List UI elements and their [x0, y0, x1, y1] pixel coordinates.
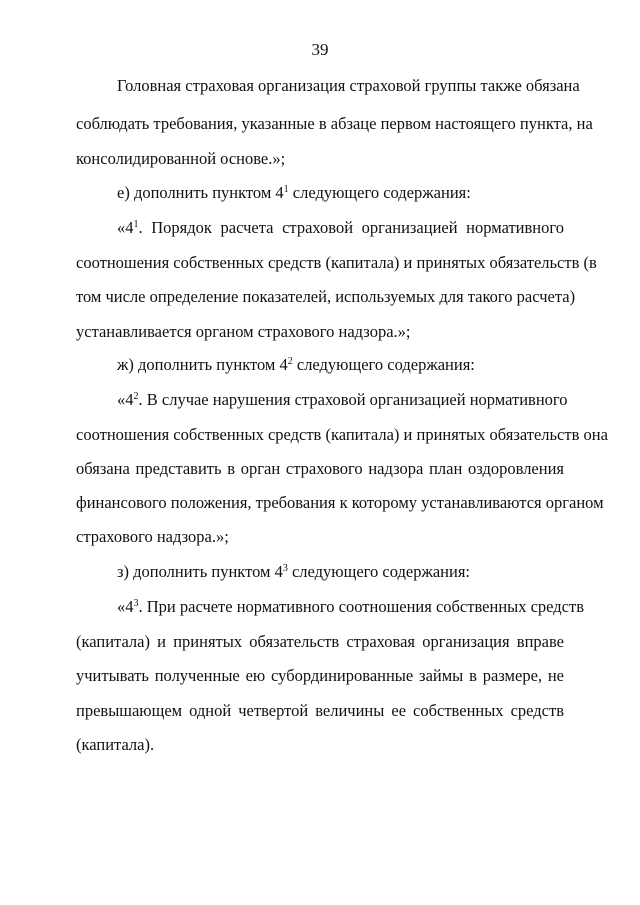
- superscript: 2: [287, 356, 293, 367]
- text-line-9-rest: следующего содержания:: [292, 355, 475, 374]
- text-line-15-rest: следующего содержания:: [287, 562, 471, 581]
- text-line-4: [117, 183, 471, 203]
- text-line-15-main: з) дополнить пунктом 4: [117, 562, 283, 581]
- superscript: 1: [133, 219, 139, 230]
- text-line-9: [117, 355, 475, 375]
- text-line-6: соотношения собственных средств (капитала) и принятых обязательств (в: [76, 253, 597, 272]
- text-line-9-main: ж) дополнить пунктом 4: [117, 355, 288, 374]
- text-line-17: (капитала) и принятых обязательств страховая организация вправе: [76, 632, 564, 651]
- text-line-16: [117, 597, 585, 617]
- text-line-5-rest: . Порядок расчета страховой организацией нормативного: [138, 218, 564, 237]
- text-line-7: том числе определение показателей, используемых для такого расчета): [76, 287, 576, 306]
- text-line-10: [117, 390, 568, 410]
- text-line-14: страхового надзора.»;: [76, 527, 229, 546]
- text-line-16-rest: . При расчете нормативного соотношения собственных средств: [138, 597, 585, 616]
- text-line-5: [117, 218, 564, 238]
- text-line-4-rest: следующего содержания:: [288, 183, 471, 202]
- text-line-16-quote: «4: [117, 597, 134, 616]
- text-line-13: финансового положения, требования к которому устанавливаются органом: [76, 493, 604, 512]
- text-line-1: Головная страховая организация страховой группы также обязана: [117, 76, 580, 95]
- superscript: 3: [133, 598, 139, 609]
- superscript: 2: [133, 391, 139, 402]
- superscript: 1: [283, 184, 289, 195]
- text-line-5-quote: «4: [117, 218, 134, 237]
- text-line-20: (капитала).: [76, 735, 155, 754]
- text-line-19: превышающем одной четвертой величины ее собственных средств: [76, 701, 564, 720]
- page-number: 39: [311, 40, 329, 59]
- text-line-18: учитывать полученные ею субординированные займы в размере, не: [76, 666, 564, 685]
- text-line-2: соблюдать требования, указанные в абзаце первом настоящего пункта, на: [76, 114, 593, 133]
- text-line-15: [117, 562, 470, 582]
- text-line-4-main: е) дополнить пунктом 4: [117, 183, 284, 202]
- text-line-10-quote: «4: [117, 390, 134, 409]
- text-line-3: консолидированной основе.»;: [76, 149, 286, 168]
- text-line-10-rest: . В случае нарушения страховой организацией нормативного: [138, 390, 568, 409]
- text-line-12: обязана представить в орган страхового надзора план оздоровления: [76, 459, 564, 478]
- text-line-8: устанавливается органом страхового надзора.»;: [76, 322, 411, 341]
- superscript: 3: [282, 563, 288, 574]
- text-line-11: соотношения собственных средств (капитала) и принятых обязательств она: [76, 425, 608, 444]
